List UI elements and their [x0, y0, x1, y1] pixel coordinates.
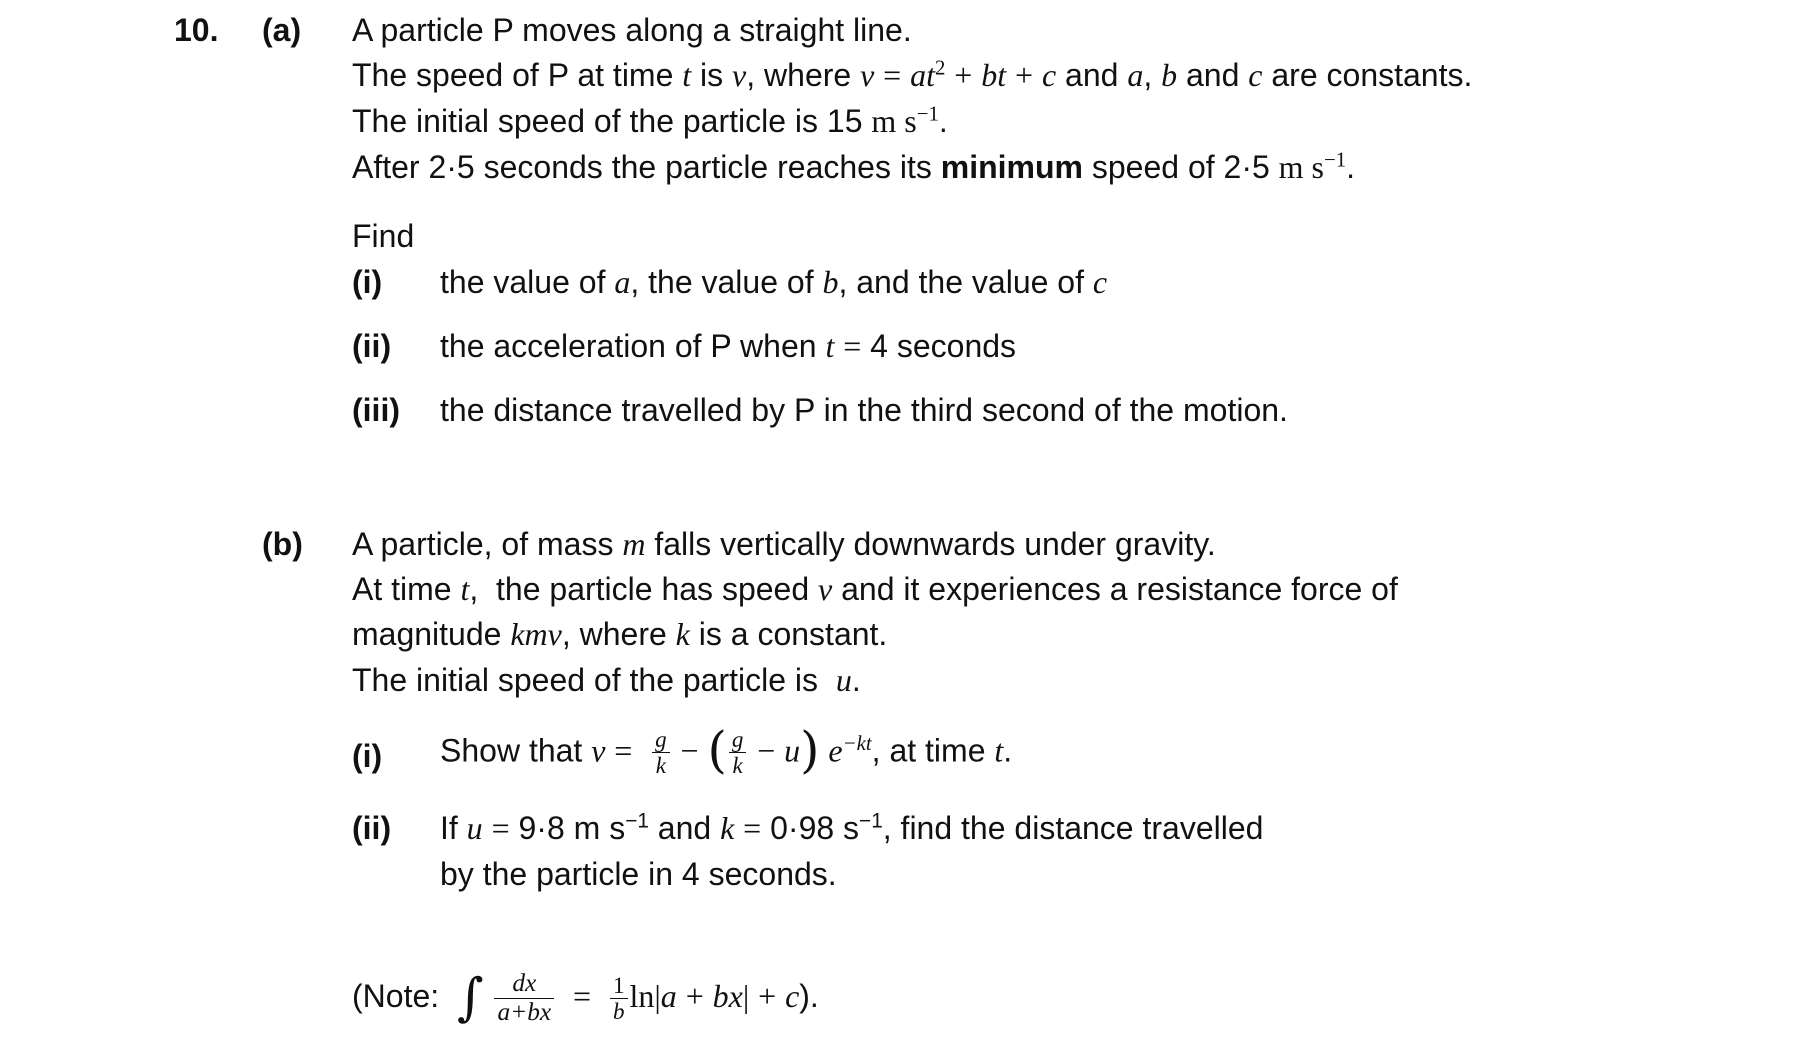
find-label: Find — [352, 218, 415, 254]
part-b-i-label: (i) — [352, 738, 383, 774]
part-a-ii-text: the acceleration of P when t = 4 seconds — [440, 328, 1017, 364]
part-a-ii-label: (ii) — [352, 328, 392, 364]
part-a-iii-label: (iii) — [352, 392, 400, 428]
part-a-i-text: the value of a, the value of b, and the value of c — [440, 264, 1108, 300]
part-b-ii-text-line-1: If u = 9·8 m $s^{-1}$ and k = 0·98 $s^{-1}$, find the distance travelled — [440, 809, 1264, 846]
question-number: 10. — [174, 12, 219, 48]
part-a-label: (a) — [262, 12, 302, 48]
part-b-label: (b) — [262, 526, 303, 562]
part-a-line-3: The initial speed of the particle is 15 m $s^{-1}$. — [352, 102, 948, 139]
part-b-line-3: magnitude kmv, where k is a constant. — [352, 616, 888, 652]
part-a-iii-text: the distance travelled by P in the third second of the motion. — [440, 392, 1288, 428]
part-b-line-4: The initial speed of the particle is u. — [352, 662, 861, 698]
part-b-i-text: Show that v = $\frac{g}{k}$ − ( $\frac{g}{k}$ − u) $e^{-kt}$, at time t. — [440, 721, 1013, 780]
part-b-line-2: At time t, the particle has speed v and it experiences a resistance force of — [352, 571, 1398, 607]
part-b-line-1: A particle, of mass m falls vertically downwards under gravity. — [352, 526, 1216, 562]
part-a-line-1: A particle P moves along a straight line. — [352, 12, 912, 48]
part-a-i-label: (i) — [352, 264, 383, 300]
part-b-ii-label: (ii) — [352, 810, 392, 846]
part-b-ii-text-line-2: by the particle in 4 seconds. — [440, 856, 837, 892]
part-a-line-4: After 2·5 seconds the particle reaches its minimum speed of 2·5 m $s^{-1}$. — [352, 148, 1356, 185]
integral-note: (Note: ∫ $\frac{dx}{a+bx}$ = $\frac{1}{b}$ ln|a + bx| + c). — [352, 967, 819, 1028]
part-a-line-2: The speed of P at time t is v, where $v = at^2$ + bt + c and a, b and c are constants. — [352, 56, 1473, 93]
